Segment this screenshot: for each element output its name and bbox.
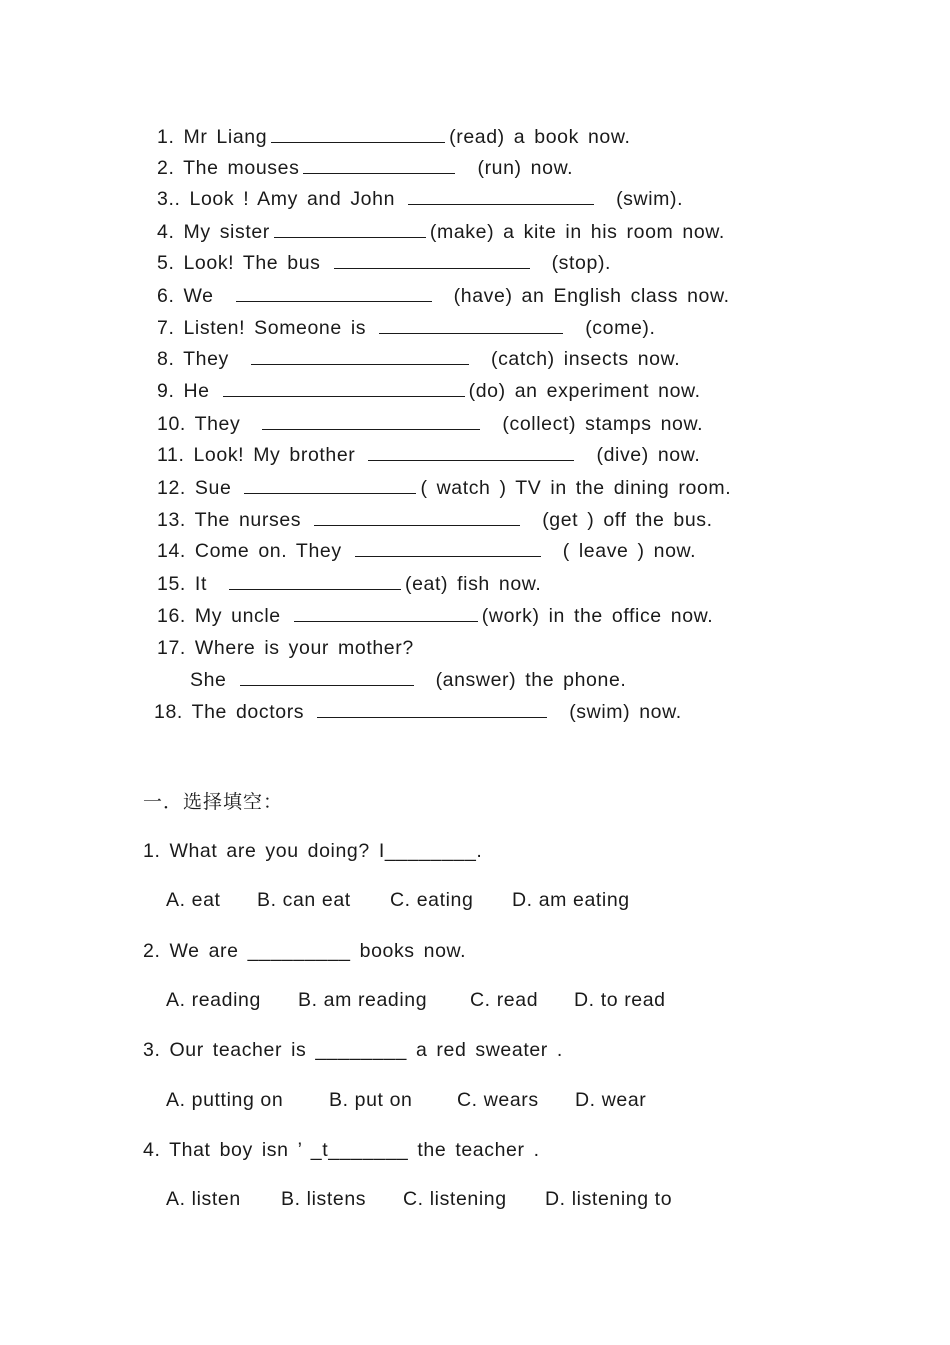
item-hint: (read) a book now.: [449, 126, 631, 148]
option-b[interactable]: B. put on: [329, 1089, 413, 1111]
item-prompt: 13. The nurses: [157, 509, 302, 531]
option-c[interactable]: C. eating: [390, 889, 474, 911]
exercise-item: [157, 221, 725, 244]
option-b[interactable]: B. listens: [281, 1188, 367, 1210]
item-hint: (stop).: [551, 252, 612, 274]
question-text: 1. What are you doing? I________.: [143, 840, 483, 862]
option-d[interactable]: D. listening to: [545, 1188, 673, 1210]
item-hint: ( leave ) now.: [562, 540, 697, 562]
exercise-item: [157, 188, 683, 211]
item-prompt: 10. They: [157, 413, 241, 435]
item-prompt: 2. The mouses: [157, 157, 300, 179]
item-hint: (have) an English class now.: [453, 285, 730, 307]
answer-blank[interactable]: [274, 236, 426, 238]
answer-blank[interactable]: [408, 203, 594, 205]
answer-blank[interactable]: [314, 524, 520, 526]
option-a[interactable]: A. listen: [166, 1188, 241, 1210]
option-c[interactable]: C. wears: [457, 1089, 539, 1111]
answer-blank[interactable]: [223, 395, 465, 397]
exercise-item: [157, 317, 656, 340]
item-prompt: 1. Mr Liang: [157, 126, 268, 148]
exercise-item-continuation: [190, 669, 626, 692]
item-hint: ( watch ) TV in the dining room.: [420, 477, 732, 499]
answer-blank[interactable]: [271, 141, 445, 143]
item-prompt: 8. They: [157, 348, 229, 370]
option-c[interactable]: C. listening: [403, 1188, 507, 1210]
item-hint: (swim).: [616, 188, 684, 210]
section-heading: 一．选择填空：: [143, 791, 284, 813]
item-prompt: 11. Look! My brother: [157, 444, 356, 466]
item-prompt: 14. Come on. They: [157, 540, 342, 562]
answer-blank[interactable]: [236, 300, 432, 302]
answer-blank[interactable]: [355, 555, 541, 557]
item-prompt: 6. We: [157, 285, 214, 307]
answer-blank[interactable]: [294, 620, 478, 622]
item-prompt: 17. Where is your mother?: [157, 637, 414, 659]
option-a[interactable]: A. eat: [166, 889, 221, 911]
answer-blank[interactable]: [317, 716, 547, 718]
question-text: 2. We are _________ books now.: [143, 940, 467, 962]
answer-blank[interactable]: [379, 332, 563, 334]
item-prompt: She: [190, 669, 227, 691]
item-prompt: 9. He: [157, 380, 210, 402]
item-prompt: 4. My sister: [157, 221, 270, 243]
option-b[interactable]: B. can eat: [257, 889, 351, 911]
item-prompt: 5. Look! The bus: [157, 252, 321, 274]
option-row: [166, 1089, 646, 1112]
item-hint: (answer) the phone.: [435, 669, 627, 691]
exercise-item: [157, 348, 680, 371]
item-hint: (get ) off the bus.: [542, 509, 713, 531]
item-prompt: 7. Listen! Someone is: [157, 317, 367, 339]
item-hint: (work) in the office now.: [481, 605, 714, 627]
option-d[interactable]: D. to read: [574, 989, 666, 1011]
exercise-item: [157, 285, 730, 308]
exercise-item: [157, 252, 611, 275]
item-hint: (swim) now.: [569, 701, 682, 723]
item-hint: (catch) insects now.: [490, 348, 681, 370]
exercise-item: [157, 157, 573, 180]
item-hint: (make) a kite in his room now.: [429, 221, 725, 243]
answer-blank[interactable]: [229, 588, 401, 590]
option-a[interactable]: A. putting on: [166, 1089, 284, 1111]
option-row: [166, 989, 666, 1012]
question-text: 3. Our teacher is ________ a red sweater .: [143, 1039, 563, 1061]
item-prompt: 16. My uncle: [157, 605, 281, 627]
option-d[interactable]: D. am eating: [512, 889, 630, 911]
option-a[interactable]: A. reading: [166, 989, 261, 1011]
answer-blank[interactable]: [303, 172, 455, 174]
item-hint: (eat) fish now.: [405, 573, 542, 595]
exercise-item: [157, 380, 701, 403]
exercise-item: [157, 509, 713, 532]
answer-blank[interactable]: [244, 492, 416, 494]
option-row: [166, 889, 630, 912]
answer-blank[interactable]: [334, 267, 530, 269]
item-prompt: 15. It: [157, 573, 207, 595]
option-row: [166, 1188, 672, 1211]
exercise-item: [157, 637, 414, 660]
item-hint: (run) now.: [477, 157, 574, 179]
exercise-item: [157, 573, 541, 596]
exercise-item: [157, 444, 700, 467]
exercise-item: [157, 126, 630, 149]
option-b[interactable]: B. am reading: [298, 989, 428, 1011]
answer-blank[interactable]: [240, 684, 414, 686]
option-d[interactable]: D. wear: [575, 1089, 647, 1111]
exercise-item: [157, 477, 731, 500]
item-prompt: 18. The doctors: [154, 701, 305, 723]
option-c[interactable]: C. read: [470, 989, 539, 1011]
answer-blank[interactable]: [262, 428, 480, 430]
item-prompt: 3.. Look ! Amy and John: [157, 188, 396, 210]
item-hint: (dive) now.: [596, 444, 701, 466]
item-hint: (come).: [585, 317, 656, 339]
answer-blank[interactable]: [251, 363, 469, 365]
exercise-item: [157, 540, 696, 563]
answer-blank[interactable]: [368, 459, 574, 461]
exercise-item: [154, 701, 682, 724]
exercise-item: [157, 605, 713, 628]
item-hint: (collect) stamps now.: [502, 413, 704, 435]
exercise-item: [157, 413, 703, 436]
question-text: 4. That boy isn ’ _t_______ the teacher .: [143, 1139, 540, 1161]
item-hint: (do) an experiment now.: [468, 380, 701, 402]
item-prompt: 12. Sue: [157, 477, 232, 499]
